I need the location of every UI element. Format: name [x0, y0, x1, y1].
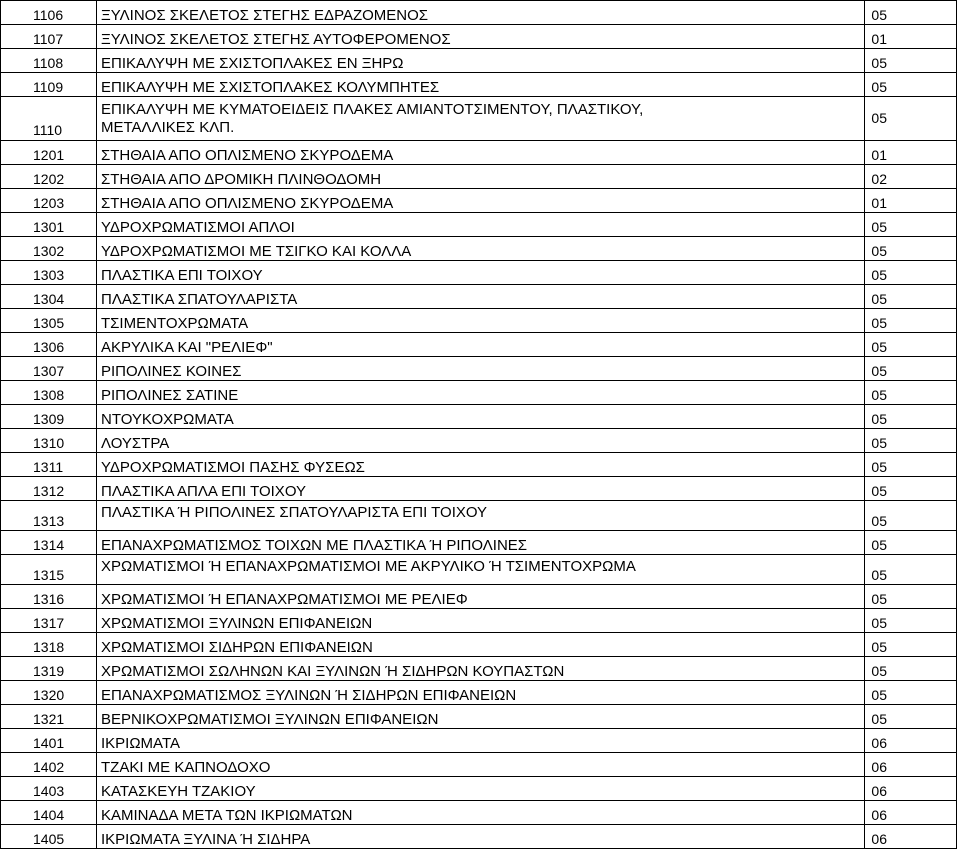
table-row	[1, 609, 957, 633]
category-cell: 05	[865, 477, 957, 501]
category-cell: 06	[865, 729, 957, 753]
code-cell: 1316	[1, 585, 97, 609]
table-row	[1, 189, 957, 213]
code-cell: 1403	[1, 777, 97, 801]
table-row	[1, 585, 957, 609]
table-row	[1, 213, 957, 237]
code-cell: 1202	[1, 165, 97, 189]
category-cell: 05	[865, 97, 957, 141]
code-cell: 1303	[1, 261, 97, 285]
table-row	[1, 477, 957, 501]
code-cell: 1320	[1, 681, 97, 705]
category-cell: 05	[865, 381, 957, 405]
description-cell: ΕΠΙΚΑΛΥΨΗ ΜΕ ΣΧΙΣΤΟΠΛΑΚΕΣ ΚΟΛΥΜΠΗΤΕΣ	[97, 73, 865, 97]
description-line: ΜΕΤΑΛΛΙΚΕΣ ΚΛΠ.	[101, 119, 235, 136]
category-cell: 02	[865, 165, 957, 189]
category-cell: 01	[865, 189, 957, 213]
table-row	[1, 501, 957, 531]
code-cell: 1401	[1, 729, 97, 753]
description-cell: ΠΛΑΣΤΙΚΑ ΕΠΙ ΤΟΙΧΟΥ	[97, 261, 865, 285]
description-cell: ΙΚΡΙΩΜΑΤΑ	[97, 729, 865, 753]
table-row	[1, 25, 957, 49]
code-cell: 1305	[1, 309, 97, 333]
description-cell: ΝΤΟΥΚΟΧΡΩΜΑΤΑ	[97, 405, 865, 429]
description-cell: ΧΡΩΜΑΤΙΣΜΟΙ ΣΩΛΗΝΩΝ ΚΑΙ ΞΥΛΙΝΩΝ Ή ΣΙΔΗΡΩΝ ΚΟΥΠΑΣΤΩΝ	[97, 657, 865, 681]
table-row	[1, 141, 957, 165]
category-cell: 05	[865, 681, 957, 705]
category-cell: 05	[865, 429, 957, 453]
description-cell: ΡΙΠΟΛΙΝΕΣ ΚΟΙΝΕΣ	[97, 357, 865, 381]
code-cell: 1310	[1, 429, 97, 453]
description-cell: ΧΡΩΜΑΤΙΣΜΟΙ ΞΥΛΙΝΩΝ ΕΠΙΦΑΝΕΙΩΝ	[97, 609, 865, 633]
category-cell: 05	[865, 73, 957, 97]
description-cell: ΡΙΠΟΛΙΝΕΣ ΣΑΤΙΝΕ	[97, 381, 865, 405]
description-cell: ΕΠΑΝΑΧΡΩΜΑΤΙΣΜΟΣ ΤΟΙΧΩΝ ΜΕ ΠΛΑΣΤΙΚΑ Ή ΡΙΠΟΛΙΝΕΣ	[97, 531, 865, 555]
table-row	[1, 333, 957, 357]
description-cell: ΚΑΤΑΣΚΕΥΗ ΤΖΑΚΙΟΥ	[97, 777, 865, 801]
description-line: ΕΠΙΚΑΛΥΨΗ ΜΕ ΚΥΜΑΤΟΕΙΔΕΙΣ ΠΛΑΚΕΣ ΑΜΙΑΝΤΟΤΣΙΜΕΝΤΟΥ, ΠΛΑΣΤΙΚΟΥ,	[101, 101, 644, 118]
code-cell: 1315	[1, 555, 97, 585]
description-cell	[97, 97, 865, 141]
table-row	[1, 261, 957, 285]
description-cell: ΣΤΗΘΑΙΑ ΑΠΟ ΟΠΛΙΣΜΕΝΟ ΣΚΥΡΟΔΕΜΑ	[97, 189, 865, 213]
category-cell: 05	[865, 213, 957, 237]
code-cell: 1304	[1, 285, 97, 309]
category-cell: 05	[865, 657, 957, 681]
code-cell: 1109	[1, 73, 97, 97]
description-cell: ΥΔΡΟΧΡΩΜΑΤΙΣΜΟΙ ΠΑΣΗΣ ΦΥΣΕΩΣ	[97, 453, 865, 477]
code-cell: 1110	[1, 97, 97, 141]
table-row	[1, 357, 957, 381]
table-row	[1, 825, 957, 849]
description-cell: ΧΡΩΜΑΤΙΣΜΟΙ Ή ΕΠΑΝΑΧΡΩΜΑΤΙΣΜΟΙ ΜΕ ΑΚΡΥΛΙΚΟ Ή ΤΣΙΜΕΝΤΟΧΡΩΜΑ	[97, 555, 865, 585]
code-cell: 1108	[1, 49, 97, 73]
category-cell: 05	[865, 237, 957, 261]
code-cell: 1306	[1, 333, 97, 357]
description-cell: ΞΥΛΙΝΟΣ ΣΚΕΛΕΤΟΣ ΣΤΕΓΗΣ ΑΥΤΟΦΕΡΟΜΕΝΟΣ	[97, 25, 865, 49]
description-cell: ΚΑΜΙΝΑΔΑ ΜΕΤΑ ΤΩΝ ΙΚΡΙΩΜΑΤΩΝ	[97, 801, 865, 825]
description-cell: ΠΛΑΣΤΙΚΑ Ή ΡΙΠΟΛΙΝΕΣ ΣΠΑΤΟΥΛΑΡΙΣΤΑ ΕΠΙ ΤΟΙΧΟΥ	[97, 501, 865, 531]
code-cell: 1307	[1, 357, 97, 381]
description-cell: ΠΛΑΣΤΙΚΑ ΑΠΛΑ ΕΠΙ ΤΟΙΧΟΥ	[97, 477, 865, 501]
description-cell: ΤΣΙΜΕΝΤΟΧΡΩΜΑΤΑ	[97, 309, 865, 333]
table-row	[1, 381, 957, 405]
description-cell: ΕΠΑΝΑΧΡΩΜΑΤΙΣΜΟΣ ΞΥΛΙΝΩΝ Ή ΣΙΔΗΡΩΝ ΕΠΙΦΑΝΕΙΩΝ	[97, 681, 865, 705]
category-cell: 05	[865, 609, 957, 633]
category-cell: 05	[865, 333, 957, 357]
category-cell: 05	[865, 501, 957, 531]
table-row	[1, 49, 957, 73]
table-row	[1, 777, 957, 801]
table-row	[1, 555, 957, 585]
table-row	[1, 285, 957, 309]
category-cell: 05	[865, 357, 957, 381]
description-cell: ΞΥΛΙΝΟΣ ΣΚΕΛΕΤΟΣ ΣΤΕΓΗΣ ΕΔΡΑΖΟΜΕΝΟΣ	[97, 1, 865, 25]
code-cell: 1201	[1, 141, 97, 165]
category-cell: 01	[865, 25, 957, 49]
code-cell: 1302	[1, 237, 97, 261]
category-cell: 06	[865, 777, 957, 801]
description-cell: ΥΔΡΟΧΡΩΜΑΤΙΣΜΟΙ ΜΕ ΤΣΙΓΚΟ ΚΑΙ ΚΟΛΛΑ	[97, 237, 865, 261]
table-row	[1, 97, 957, 141]
category-cell: 05	[865, 285, 957, 309]
description-cell: ΥΔΡΟΧΡΩΜΑΤΙΣΜΟΙ ΑΠΛΟΙ	[97, 213, 865, 237]
category-cell: 06	[865, 825, 957, 849]
code-cell: 1313	[1, 501, 97, 531]
table-row	[1, 729, 957, 753]
description-cell: ΣΤΗΘΑΙΑ ΑΠΟ ΔΡΟΜΙΚΗ ΠΛΙΝΘΟΔΟΜΗ	[97, 165, 865, 189]
category-cell: 06	[865, 801, 957, 825]
code-cell: 1405	[1, 825, 97, 849]
table-row	[1, 309, 957, 333]
description-cell: ΠΛΑΣΤΙΚΑ ΣΠΑΤΟΥΛΑΡΙΣΤΑ	[97, 285, 865, 309]
code-cell: 1309	[1, 405, 97, 429]
category-cell: 05	[865, 49, 957, 73]
code-cell: 1314	[1, 531, 97, 555]
code-cell: 1311	[1, 453, 97, 477]
table-row	[1, 1, 957, 25]
category-cell: 05	[865, 405, 957, 429]
category-cell: 06	[865, 753, 957, 777]
table-row	[1, 73, 957, 97]
table-row	[1, 429, 957, 453]
table-row	[1, 453, 957, 477]
description-cell: ΑΚΡΥΛΙΚΑ ΚΑΙ "ΡΕΛΙΕΦ"	[97, 333, 865, 357]
category-cell: 05	[865, 531, 957, 555]
table-row	[1, 237, 957, 261]
description-cell: ΕΠΙΚΑΛΥΨΗ ΜΕ ΣΧΙΣΤΟΠΛΑΚΕΣ ΕΝ ΞΗΡΩ	[97, 49, 865, 73]
category-cell: 01	[865, 141, 957, 165]
category-cell: 05	[865, 555, 957, 585]
category-cell: 05	[865, 1, 957, 25]
description-cell: ΧΡΩΜΑΤΙΣΜΟΙ Ή ΕΠΑΝΑΧΡΩΜΑΤΙΣΜΟΙ ΜΕ ΡΕΛΙΕΦ	[97, 585, 865, 609]
category-cell: 05	[865, 309, 957, 333]
code-cell: 1319	[1, 657, 97, 681]
description-cell: ΛΟΥΣΤΡΑ	[97, 429, 865, 453]
code-cell: 1106	[1, 1, 97, 25]
category-cell: 05	[865, 633, 957, 657]
table-row	[1, 633, 957, 657]
table-row	[1, 681, 957, 705]
code-cell: 1317	[1, 609, 97, 633]
description-cell: ΤΖΑΚΙ ΜΕ ΚΑΠΝΟΔΟΧΟ	[97, 753, 865, 777]
code-cell: 1308	[1, 381, 97, 405]
description-cell: ΣΤΗΘΑΙΑ ΑΠΟ ΟΠΛΙΣΜΕΝΟ ΣΚΥΡΟΔΕΜΑ	[97, 141, 865, 165]
table-row	[1, 405, 957, 429]
description-cell: ΧΡΩΜΑΤΙΣΜΟΙ ΣΙΔΗΡΩΝ ΕΠΙΦΑΝΕΙΩΝ	[97, 633, 865, 657]
table-row	[1, 753, 957, 777]
table-body	[1, 1, 957, 849]
code-cell: 1404	[1, 801, 97, 825]
table-row	[1, 657, 957, 681]
code-cell: 1301	[1, 213, 97, 237]
category-cell: 05	[865, 261, 957, 285]
category-cell: 05	[865, 453, 957, 477]
code-cell: 1321	[1, 705, 97, 729]
table-row	[1, 801, 957, 825]
code-cell: 1203	[1, 189, 97, 213]
table-row	[1, 531, 957, 555]
category-cell: 05	[865, 585, 957, 609]
description-cell: ΒΕΡΝΙΚΟΧΡΩΜΑΤΙΣΜΟΙ ΞΥΛΙΝΩΝ ΕΠΙΦΑΝΕΙΩΝ	[97, 705, 865, 729]
code-cell: 1318	[1, 633, 97, 657]
table-row	[1, 165, 957, 189]
category-cell: 05	[865, 705, 957, 729]
code-cell: 1402	[1, 753, 97, 777]
table-row	[1, 705, 957, 729]
code-cell: 1107	[1, 25, 97, 49]
code-cell: 1312	[1, 477, 97, 501]
description-cell: ΙΚΡΙΩΜΑΤΑ ΞΥΛΙΝΑ Ή ΣΙΔΗΡΑ	[97, 825, 865, 849]
